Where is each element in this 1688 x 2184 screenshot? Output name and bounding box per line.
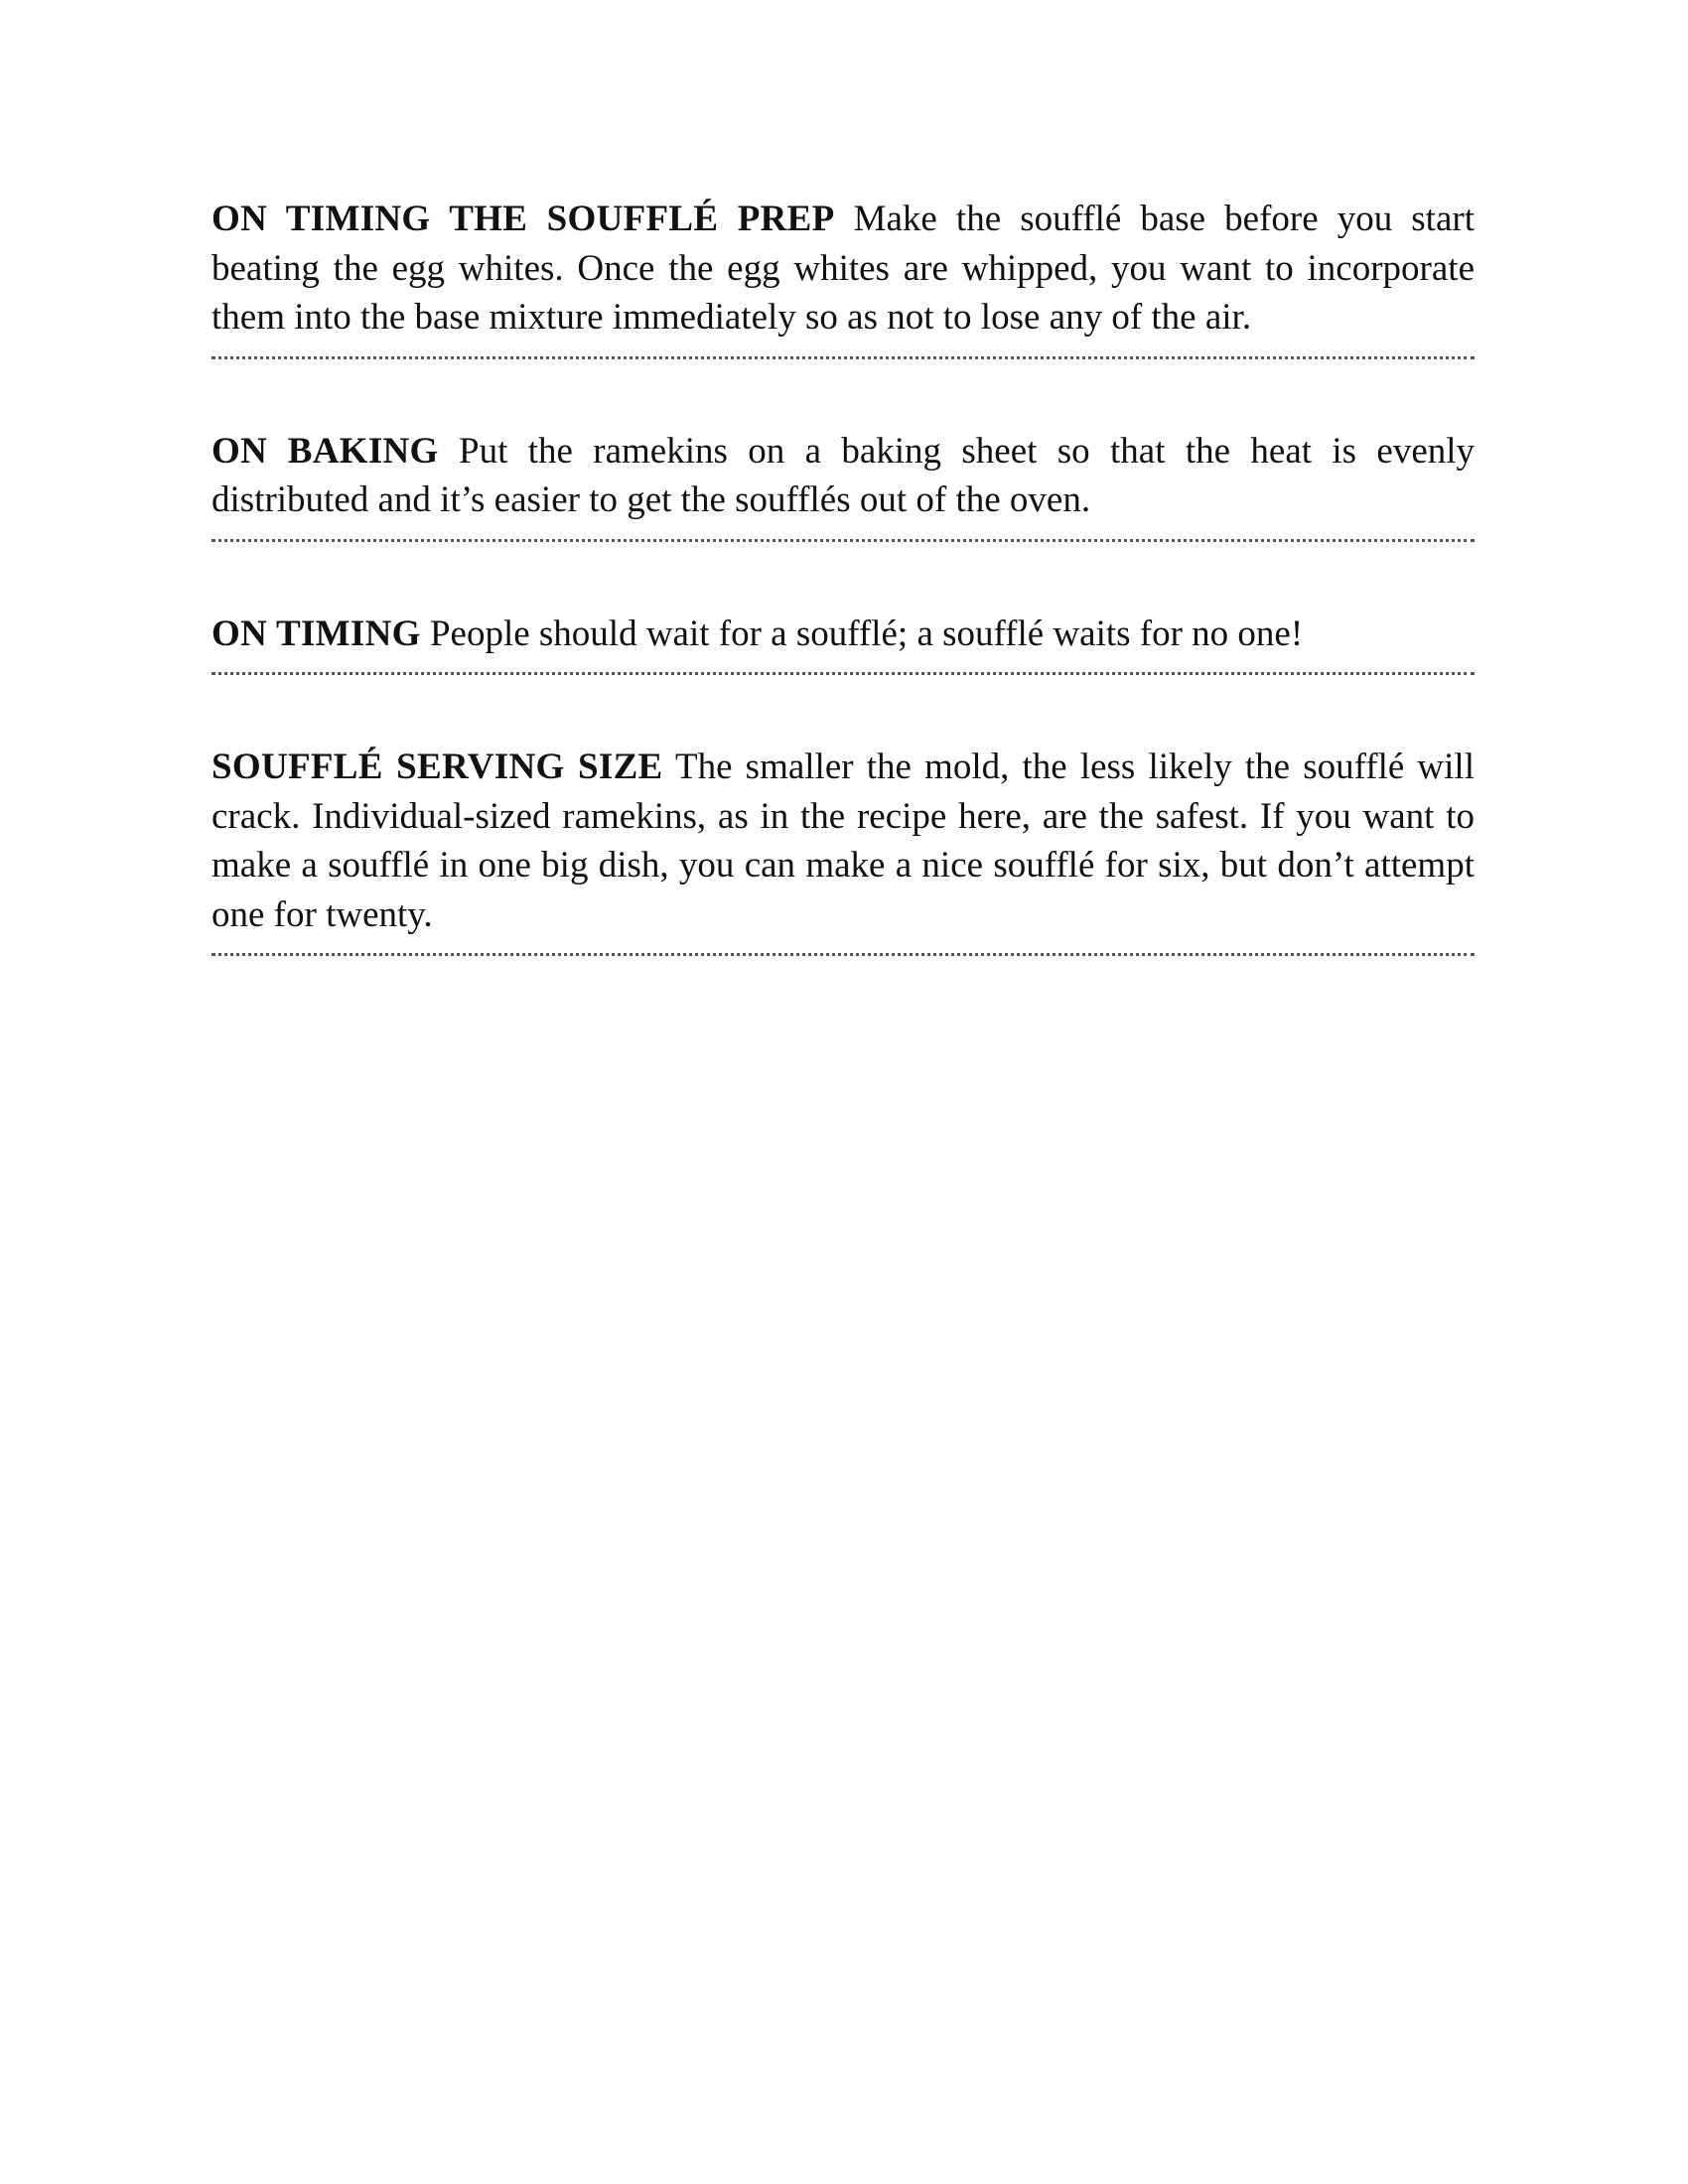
- tip-heading: ON TIMING THE SOUFFLÉ PREP: [211, 199, 835, 239]
- tip-heading: SOUFFLÉ SERVING SIZE: [211, 747, 663, 787]
- tip-timing-souffle-prep: [211, 195, 1475, 359]
- tip-baking: [211, 427, 1475, 542]
- tip-serving-size: [211, 743, 1475, 956]
- tip-body: Put the ramekins on a baking sheet so that the heat is evenly distributed and it’s easier to get the soufflés out of the oven.: [211, 430, 1476, 520]
- tip-timing: [211, 610, 1475, 676]
- tip-heading: ON BAKING: [211, 430, 439, 472]
- tips-list: [211, 195, 1475, 956]
- tip-heading: ON TIMING: [211, 613, 421, 654]
- tip-body: Make the soufflé base before you start beating the egg whites. Once the egg whites are whipped, you want to incorporate them into the base mixture immediately so as not to lose any of the air.: [211, 199, 1475, 338]
- tip-body: People should wait for a soufflé; a soufflé waits for no one!: [429, 613, 1304, 654]
- tip-body: The smaller the mold, the less likely the soufflé will crack. Individual-sized ramekins, as in the recipe here, are the safest. If you want to make a soufflé in one big dish, you can make a nice soufflé for six, but don’t attempt one for twenty.: [211, 747, 1475, 935]
